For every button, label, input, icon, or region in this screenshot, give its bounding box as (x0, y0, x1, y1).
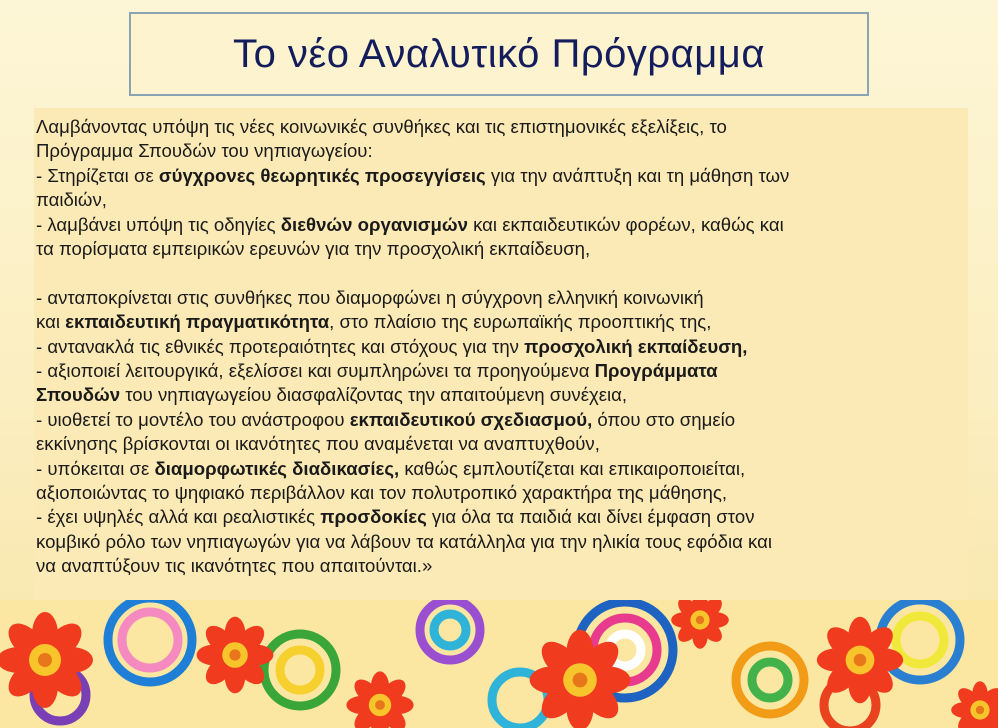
list-item-cont: τα πορίσματα εμπειρικών ερευνών για την προσχολική εκπαίδευση, (36, 238, 591, 260)
panel-side-tab (968, 516, 980, 548)
list-item-cont: κομβικό ρόλο των νηπιαγωγών για να λάβουν τα κατάλληλα για την ηλικία τους εφόδια και (36, 530, 772, 552)
decorative-border (0, 600, 998, 728)
list-item: - υιοθετεί το μοντέλο του ανάστροφου εκπαιδευτικού σχεδιασμού, όπου στο σημείο (36, 408, 736, 430)
list-item-cont: να αναπτύξουν τις ικανότητες που απαιτούνται.» (36, 555, 433, 577)
list-item: - Στηρίζεται σε σύγχρονες θεωρητικές προσεγγίσεις για την ανάπτυξη και τη μάθηση των (36, 164, 790, 186)
list-item: - λαμβάνει υπόψη τις οδηγίες διεθνών οργανισμών και εκπαιδευτικών φορέων, καθώς και (36, 213, 784, 235)
intro-line-1: Λαμβάνοντας υπόψη τις νέες κοινωνικές συνθήκες και τις επιστημονικές εξελίξεις, το (36, 116, 727, 137)
list-item-cont: παιδιών, (36, 189, 107, 211)
list-item: - έχει υψηλές αλλά και ρεαλιστικές προσδοκίες για όλα τα παιδιά και δίνει έμφαση στον (36, 506, 755, 528)
content-panel (34, 108, 968, 614)
list-item-cont: εκκίνησης βρίσκονται οι ικανότητες που αναμένεται να αναπτυχθούν, (36, 433, 600, 455)
list-item: - αξιοποιεί λειτουργικά, εξελίσσει και συμπληρώνει τα προηγούμενα Προγράμματα (36, 360, 718, 382)
title-box (129, 12, 869, 96)
page-title: Το νέο Αναλυτικό Πρόγραμμα (233, 31, 765, 76)
list-item-cont: Σπουδών του νηπιαγωγείου διασφαλίζοντας την απαιτούμενη συνέχεια, (36, 384, 628, 406)
list-item-cont: και εκπαιδευτική πραγματικότητα, στο πλαίσιο της ευρωπαϊκής προοπτικής της, (36, 311, 712, 333)
list-item-cont: αξιοποιώντας το ψηφιακό περιβάλλον και τον πολυτροπικό χαρακτήρα της μάθησης, (36, 482, 727, 504)
intro-line-2: Πρόγραμμα Σπουδών του νηπιαγωγείου: (36, 140, 373, 162)
spacer (36, 261, 962, 285)
list-item: - αντανακλά τις εθνικές προτεραιότητες και στόχους για την προσχολική εκπαίδευση, (36, 335, 748, 357)
list-item: - υπόκειται σε διαμορφωτικές διαδικασίες, καθώς εμπλουτίζεται και επικαιροποιείται, (36, 457, 746, 479)
list-item: - ανταποκρίνεται στις συνθήκες που διαμορφώνει η σύγχρονη ελληνική κοινωνική (36, 286, 704, 308)
